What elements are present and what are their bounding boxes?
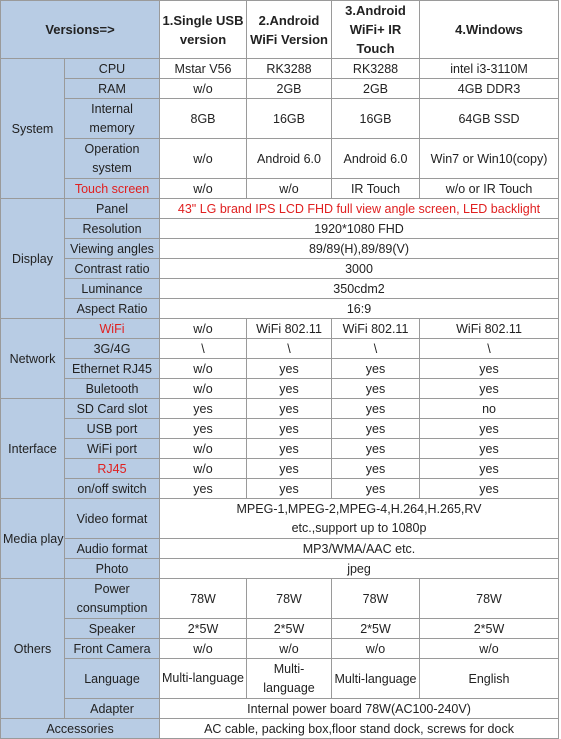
cell-ram-v1: w/o bbox=[160, 79, 247, 99]
row-label-aspect: Aspect Ratio bbox=[65, 299, 160, 319]
row-label-resolution: Resolution bbox=[65, 219, 160, 239]
cell-3g4g-v1: \ bbox=[160, 339, 247, 359]
table-row bbox=[1, 479, 559, 499]
cell-sd-v4: no bbox=[420, 399, 559, 419]
cell-onoff-v1: yes bbox=[160, 479, 247, 499]
cell-bluetooth-v3: yes bbox=[332, 379, 420, 399]
table-row bbox=[1, 299, 559, 319]
cell-wifiport-v3: yes bbox=[332, 439, 420, 459]
row-label-os: Operation system bbox=[65, 139, 160, 179]
cell-usb-v3: yes bbox=[332, 419, 420, 439]
row-label-cpu: CPU bbox=[65, 59, 160, 79]
cell-wifi-v4: WiFi 802.11 bbox=[420, 319, 559, 339]
version-1-header: 1.Single USB version bbox=[160, 1, 247, 59]
row-label-wifiport: WiFi port bbox=[65, 439, 160, 459]
cell-wifi-v3: WiFi 802.11 bbox=[332, 319, 420, 339]
row-label-panel: Panel bbox=[65, 199, 160, 219]
cell-bluetooth-v2: yes bbox=[247, 379, 332, 399]
cell-os-v1: w/o bbox=[160, 139, 247, 179]
table-row bbox=[1, 339, 559, 359]
cell-ram-v4: 4GB DDR3 bbox=[420, 79, 559, 99]
cell-os-v2: Android 6.0 bbox=[247, 139, 332, 179]
cell-3g4g-v2: \ bbox=[247, 339, 332, 359]
table-row bbox=[1, 279, 559, 299]
cell-ram-v3: 2GB bbox=[332, 79, 420, 99]
cell-ethernet-v2: yes bbox=[247, 359, 332, 379]
cell-camera-v1: w/o bbox=[160, 639, 247, 659]
cell-cpu-v1: Mstar V56 bbox=[160, 59, 247, 79]
cell-rj45-v1: w/o bbox=[160, 459, 247, 479]
table-row bbox=[1, 399, 559, 419]
table-row bbox=[1, 239, 559, 259]
cell-aspect: 16:9 bbox=[160, 299, 559, 319]
table-row bbox=[1, 619, 559, 639]
table-row bbox=[1, 559, 559, 579]
cell-language-v1: Multi-language bbox=[160, 659, 247, 699]
cell-touch-v3: IR Touch bbox=[332, 179, 420, 199]
cell-3g4g-v3: \ bbox=[332, 339, 420, 359]
cell-ethernet-v3: yes bbox=[332, 359, 420, 379]
cell-wifiport-v1: w/o bbox=[160, 439, 247, 459]
cell-contrast: 3000 bbox=[160, 259, 559, 279]
table-row bbox=[1, 539, 559, 559]
cell-camera-v2: w/o bbox=[247, 639, 332, 659]
category-system: System bbox=[1, 59, 65, 199]
cell-memory-v2: 16GB bbox=[247, 99, 332, 139]
cell-power-v3: 78W bbox=[332, 579, 420, 619]
cell-memory-v3: 16GB bbox=[332, 99, 420, 139]
row-label-memory: Internal memory bbox=[65, 99, 160, 139]
version-3-header: 3.Android WiFi+ IR Touch bbox=[332, 1, 420, 59]
table-row bbox=[1, 459, 559, 479]
cell-os-v3: Android 6.0 bbox=[332, 139, 420, 179]
cell-audio: MP3/WMA/AAC etc. bbox=[160, 539, 559, 559]
row-label-video: Video format bbox=[65, 499, 160, 539]
cell-rj45-v4: yes bbox=[420, 459, 559, 479]
row-label-power: Power consumption bbox=[65, 579, 160, 619]
cell-wifiport-v2: yes bbox=[247, 439, 332, 459]
cell-resolution: 1920*1080 FHD bbox=[160, 219, 559, 239]
row-label-ram: RAM bbox=[65, 79, 160, 99]
cell-sd-v2: yes bbox=[247, 399, 332, 419]
cell-accessories: AC cable, packing box,floor stand dock, screws for dock bbox=[160, 719, 559, 739]
cell-cpu-v4: intel i3-3110M bbox=[420, 59, 559, 79]
cell-video: MPEG-1,MPEG-2,MPEG-4,H.264,H.265,RV etc.,support up to 1080p bbox=[160, 499, 559, 539]
cell-photo: jpeg bbox=[160, 559, 559, 579]
cell-sd-v3: yes bbox=[332, 399, 420, 419]
version-4-header: 4.Windows bbox=[420, 1, 559, 59]
cell-memory-v4: 64GB SSD bbox=[420, 99, 559, 139]
cell-wifi-v2: WiFi 802.11 bbox=[247, 319, 332, 339]
table-row bbox=[1, 379, 559, 399]
row-label-audio: Audio format bbox=[65, 539, 160, 559]
cell-speaker-v2: 2*5W bbox=[247, 619, 332, 639]
row-label-viewing: Viewing angles bbox=[65, 239, 160, 259]
cell-language-v3: Multi-language bbox=[332, 659, 420, 699]
cell-rj45-v2: yes bbox=[247, 459, 332, 479]
table-row bbox=[1, 179, 559, 199]
cell-os-v4: Win7 or Win10(copy) bbox=[420, 139, 559, 179]
table-row bbox=[1, 579, 559, 619]
category-others: Others bbox=[1, 579, 65, 719]
cell-cpu-v2: RK3288 bbox=[247, 59, 332, 79]
table-row bbox=[1, 99, 559, 139]
cell-usb-v1: yes bbox=[160, 419, 247, 439]
row-label-3g4g: 3G/4G bbox=[65, 339, 160, 359]
cell-camera-v4: w/o bbox=[420, 639, 559, 659]
table-row bbox=[1, 499, 559, 539]
row-label-bluetooth: Buletooth bbox=[65, 379, 160, 399]
row-label-luminance: Luminance bbox=[65, 279, 160, 299]
category-interface: Interface bbox=[1, 399, 65, 499]
row-label-speaker: Speaker bbox=[65, 619, 160, 639]
cell-wifi-v1: w/o bbox=[160, 319, 247, 339]
table-row bbox=[1, 79, 559, 99]
cell-speaker-v4: 2*5W bbox=[420, 619, 559, 639]
cell-ethernet-v4: yes bbox=[420, 359, 559, 379]
row-label-wifi: WiFi bbox=[65, 319, 160, 339]
table-row bbox=[1, 659, 559, 699]
cell-power-v4: 78W bbox=[420, 579, 559, 619]
table-row bbox=[1, 139, 559, 179]
row-label-sd: SD Card slot bbox=[65, 399, 160, 419]
table-row bbox=[1, 219, 559, 239]
header-row bbox=[1, 1, 559, 59]
cell-luminance: 350cdm2 bbox=[160, 279, 559, 299]
cell-touch-v2: w/o bbox=[247, 179, 332, 199]
cell-onoff-v4: yes bbox=[420, 479, 559, 499]
cell-language-v4: English bbox=[420, 659, 559, 699]
cell-onoff-v2: yes bbox=[247, 479, 332, 499]
cell-usb-v2: yes bbox=[247, 419, 332, 439]
cell-sd-v1: yes bbox=[160, 399, 247, 419]
row-label-touch: Touch screen bbox=[65, 179, 160, 199]
category-accessories: Accessories bbox=[1, 719, 160, 739]
category-media: Media play bbox=[1, 499, 65, 579]
table-row bbox=[1, 319, 559, 339]
cell-usb-v4: yes bbox=[420, 419, 559, 439]
cell-touch-v4: w/o or IR Touch bbox=[420, 179, 559, 199]
table-row bbox=[1, 419, 559, 439]
cell-panel: 43" LG brand IPS LCD FHD full view angle screen, LED backlight bbox=[160, 199, 559, 219]
cell-bluetooth-v4: yes bbox=[420, 379, 559, 399]
table-row bbox=[1, 199, 559, 219]
cell-memory-v1: 8GB bbox=[160, 99, 247, 139]
cell-3g4g-v4: \ bbox=[420, 339, 559, 359]
version-2-header: 2.Android WiFi Version bbox=[247, 1, 332, 59]
cell-bluetooth-v1: w/o bbox=[160, 379, 247, 399]
row-label-language: Language bbox=[65, 659, 160, 699]
cell-wifiport-v4: yes bbox=[420, 439, 559, 459]
table-row bbox=[1, 359, 559, 379]
row-label-usb: USB port bbox=[65, 419, 160, 439]
cell-language-v2: Multi-language bbox=[247, 659, 332, 699]
cell-rj45-v3: yes bbox=[332, 459, 420, 479]
cell-adapter: Internal power board 78W(AC100-240V) bbox=[160, 699, 559, 719]
cell-power-v1: 78W bbox=[160, 579, 247, 619]
table-row bbox=[1, 439, 559, 459]
versions-header: Versions=> bbox=[1, 1, 160, 59]
row-label-onoff: on/off switch bbox=[65, 479, 160, 499]
cell-ram-v2: 2GB bbox=[247, 79, 332, 99]
cell-speaker-v1: 2*5W bbox=[160, 619, 247, 639]
cell-camera-v3: w/o bbox=[332, 639, 420, 659]
table-row bbox=[1, 719, 559, 739]
cell-power-v2: 78W bbox=[247, 579, 332, 619]
row-label-photo: Photo bbox=[65, 559, 160, 579]
table-row bbox=[1, 59, 559, 79]
cell-cpu-v3: RK3288 bbox=[332, 59, 420, 79]
table-row bbox=[1, 699, 559, 719]
category-display: Display bbox=[1, 199, 65, 319]
row-label-contrast: Contrast ratio bbox=[65, 259, 160, 279]
row-label-camera: Front Camera bbox=[65, 639, 160, 659]
cell-viewing: 89/89(H),89/89(V) bbox=[160, 239, 559, 259]
row-label-rj45: RJ45 bbox=[65, 459, 160, 479]
row-label-adapter: Adapter bbox=[65, 699, 160, 719]
category-network: Network bbox=[1, 319, 65, 399]
row-label-ethernet: Ethernet RJ45 bbox=[65, 359, 160, 379]
cell-onoff-v3: yes bbox=[332, 479, 420, 499]
cell-speaker-v3: 2*5W bbox=[332, 619, 420, 639]
table-row bbox=[1, 639, 559, 659]
cell-touch-v1: w/o bbox=[160, 179, 247, 199]
cell-ethernet-v1: w/o bbox=[160, 359, 247, 379]
table-row bbox=[1, 259, 559, 279]
